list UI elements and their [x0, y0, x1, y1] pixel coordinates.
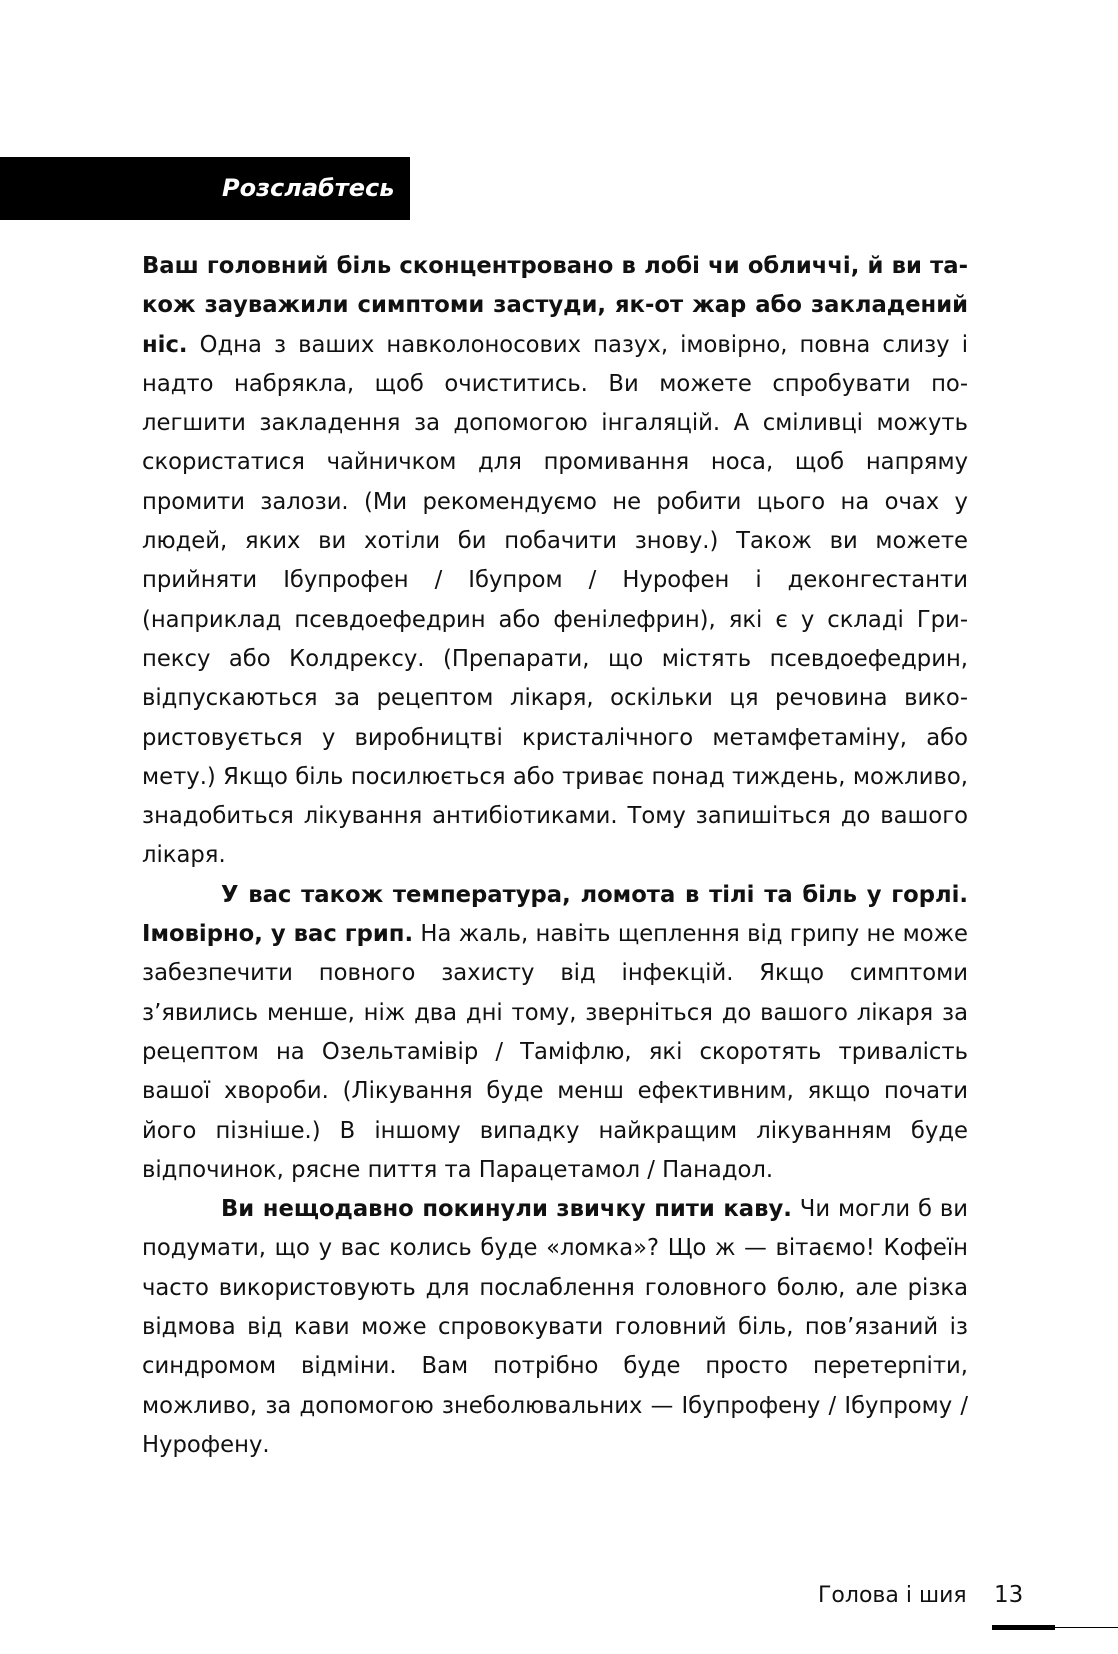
section-title: Розслабтесь: [222, 174, 395, 202]
footer-rule-thin: [1055, 1627, 1118, 1628]
footer-rule-thick: [992, 1625, 1055, 1630]
paragraph-flu: [142, 876, 968, 1190]
paragraph-sinus: [142, 247, 968, 876]
page-number: 13: [994, 1582, 1024, 1608]
paragraph-lead: Ви нещодавно покинули звичку пити каву.: [221, 1196, 792, 1223]
paragraph-caffeine: [142, 1190, 968, 1465]
paragraph-lead: У вас також температура, ломота в тілі та біль у горлі. Імовірно, у вас грип.: [142, 881, 968, 948]
footer-chapter-title: Голова і шия: [818, 1583, 967, 1608]
paragraph-body: Чи могли б ви подумати, що у вас колись буде «ломка»? Що ж — вітаємо! Кофеїн часто використовують для послаблення головного болю, але різка відмова від кави може спровокувати головний біль, пов’язаний із синдромом відміни. Вам потрібно буде просто перетерпіти, можливо, за допомогою знеболювальних — Ібупрофену / Ібупрому / Нурофену.: [142, 1196, 968, 1458]
body-text: [142, 247, 968, 1465]
paragraph-body: На жаль, навіть щеплення від грипу не може забезпечити повного захисту від інфекцій. Якщо симптоми з’явились менше, ніж два дні тому, зверніться до вашого лікаря за рецептом на Озельтамівір / Таміфлю, які скоротять тривалість вашої хвороби. (Лікування буде менш ефективним, якщо почати його пізніше.) В іншому випадку найкращим лікуванням буде відпочинок, рясне пиття та Парацетамол / Панадол.: [142, 921, 968, 1183]
paragraph-body: Одна з ваших навколоносових пазух, імовірно, повна слизу і надто набрякла, щоб очиститись. Ви можете спробувати полегшити закладення за допомогою інгаляцій. А сміливці можуть скористатися чайничком для промивання носа, щоб напряму промити залози. (Ми рекомендуємо не робити цього на очах у людей, яких ви хотіли би побачити знову.) Також ви можете прийняти Ібупрофен / Ібупром / Нурофен і деконгестанти (наприклад псевдоефедрин або фенілефрин), які є у складі Грипексу або Колдрексу. (Препарати, що містять псевдоефедрин, відпускаються за рецептом лікаря, оскільки ця речовина використовується у виробництві кристалічного метамфетаміну, або мету.) Якщо біль посилюється або триває понад тиждень, можливо, знадобиться лікування антибіотиками. Тому запишіться до вашого лікаря.: [142, 331, 968, 869]
paragraph-lead: Ваш головний біль сконцентровано в лобі чи обличчі, й ви також зауважили симптоми застуди, як-от жар або закладений ніс.: [142, 253, 968, 358]
